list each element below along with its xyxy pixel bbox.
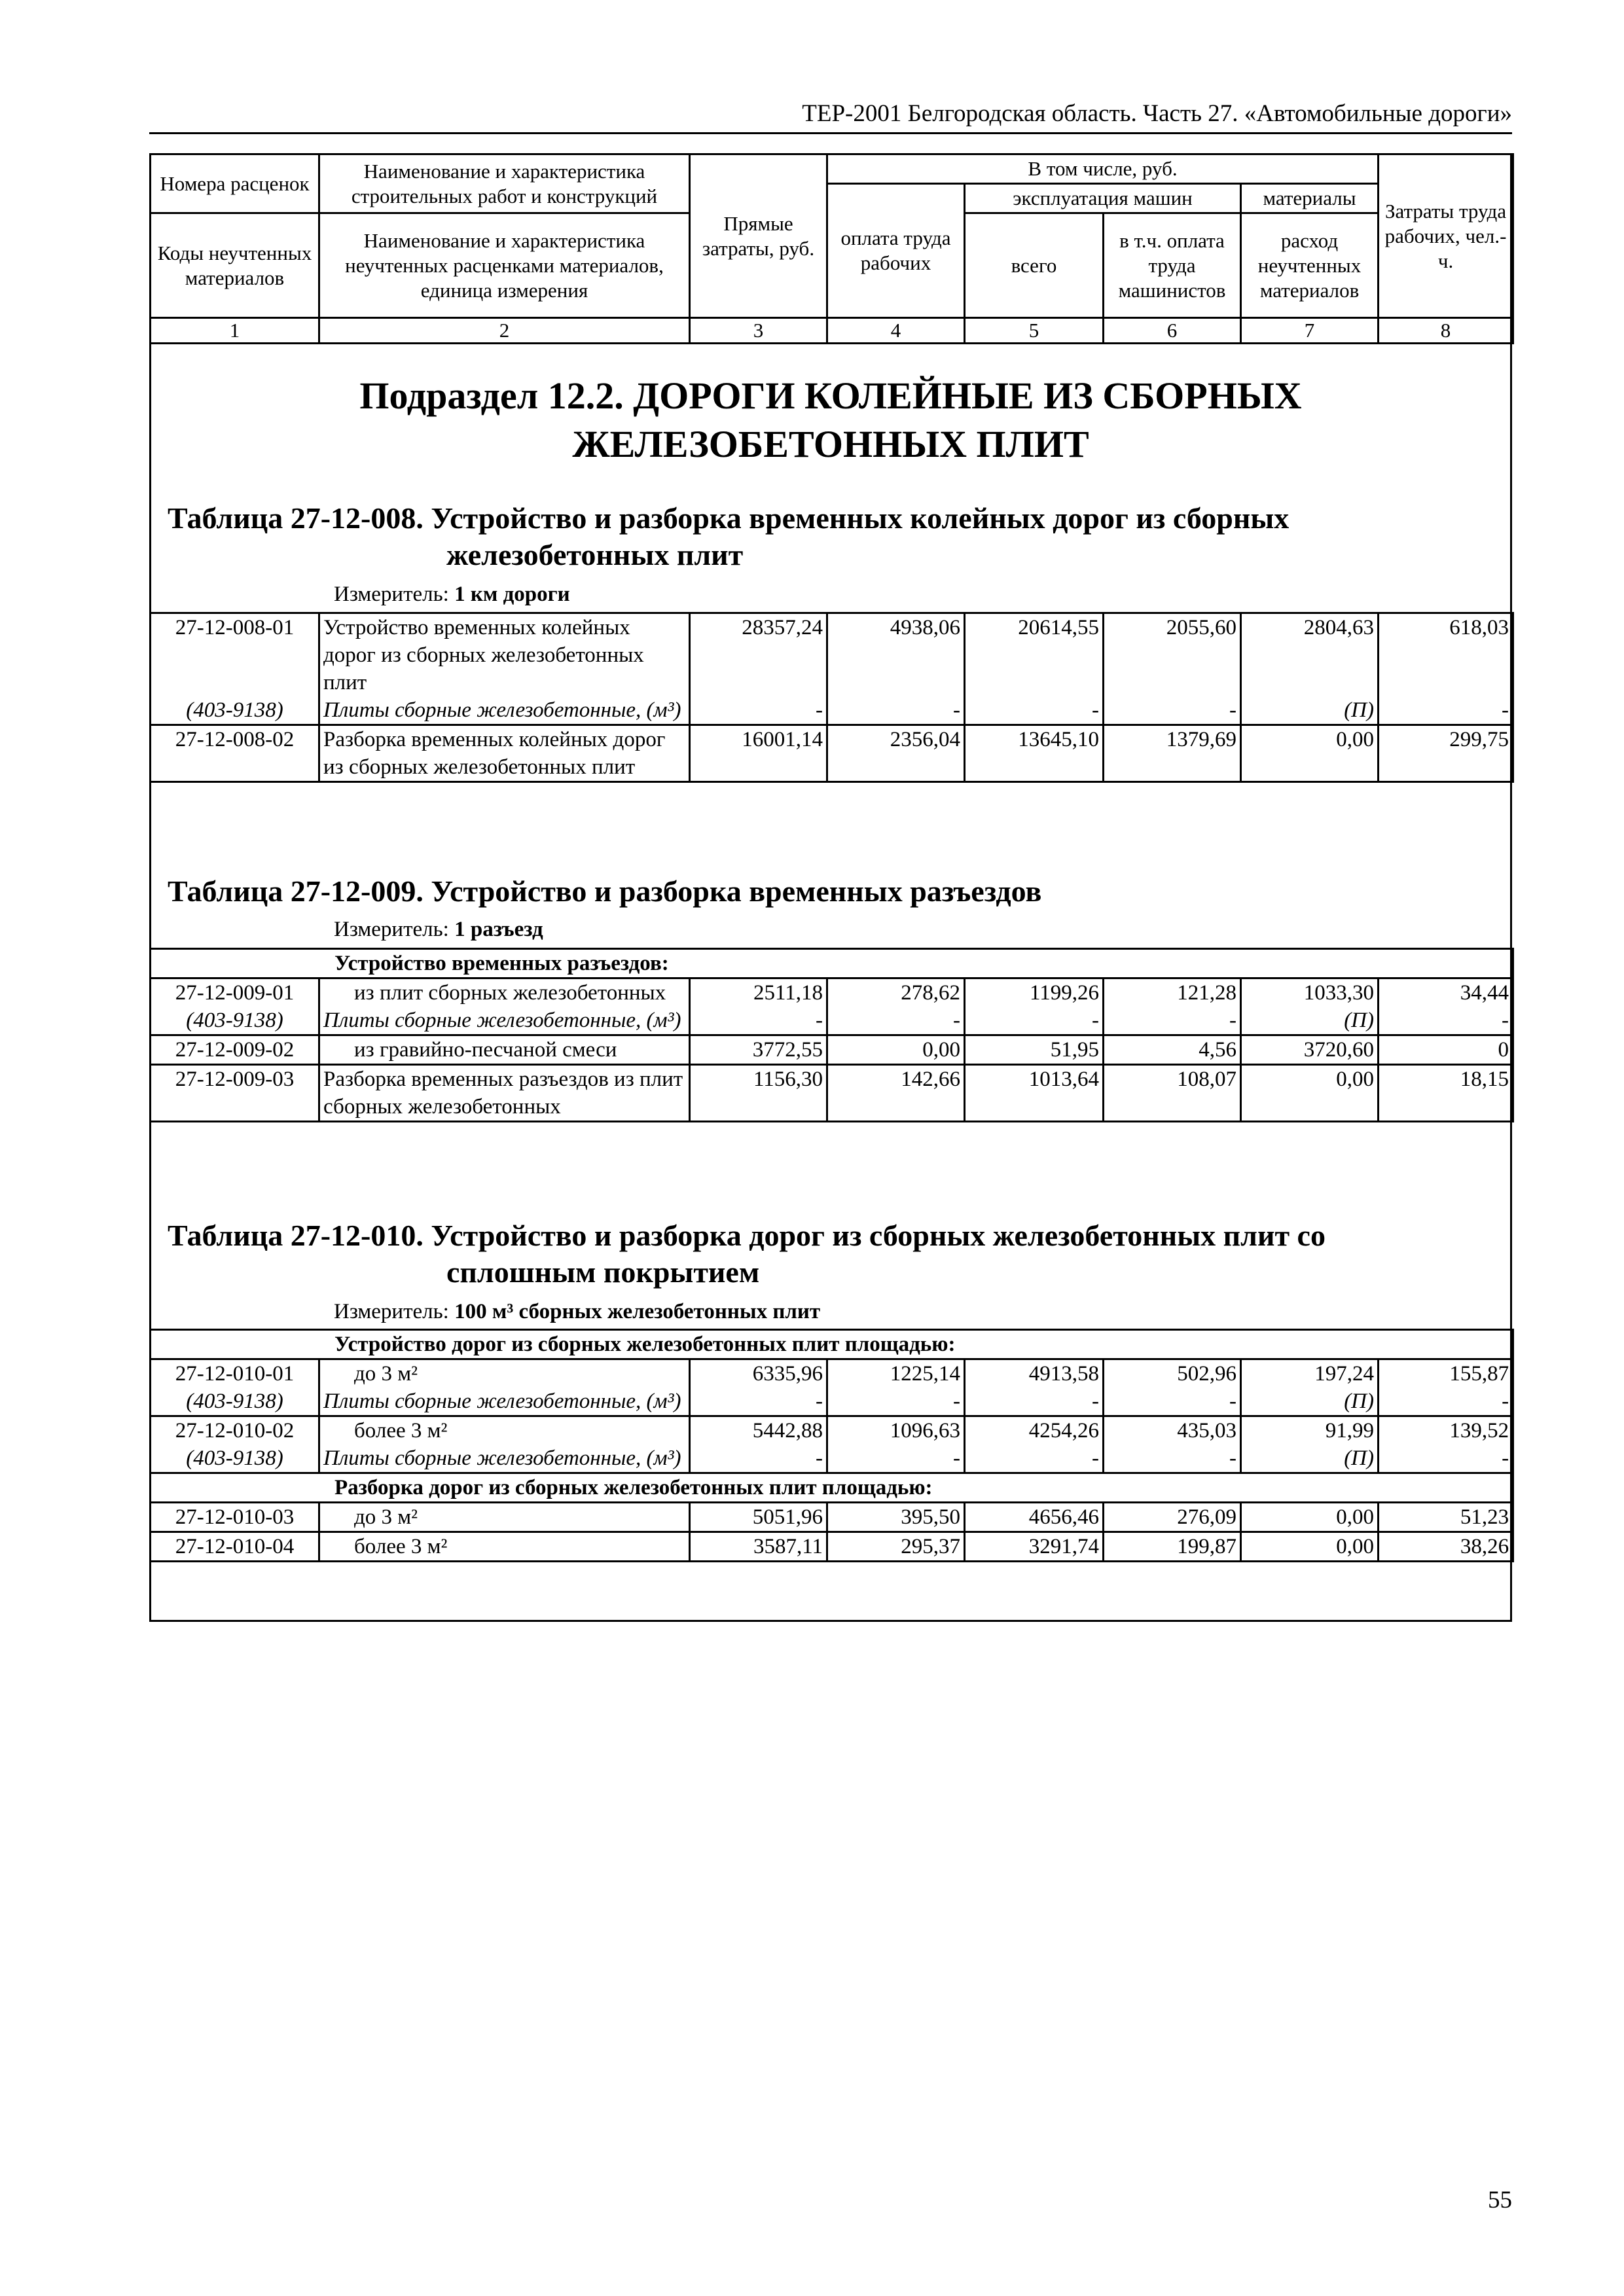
col-number: 6 (1104, 318, 1241, 344)
cell-labor-hours: 139,52 (1379, 1416, 1513, 1445)
cell-materials: (П) (1241, 1388, 1379, 1416)
cell-machines-total: 51,95 (965, 1035, 1104, 1065)
table-row (151, 725, 1513, 782)
cell-labor-pay: 1225,14 (827, 1359, 965, 1388)
cell-labor-hours: - (1379, 1007, 1513, 1035)
cell-labor-hours: 51,23 (1379, 1503, 1513, 1532)
subsection-title (149, 372, 1512, 469)
cell-labor-hours: 0 (1379, 1035, 1513, 1065)
cell-materials: 197,24 (1241, 1359, 1379, 1388)
cell-labor-hours: 38,26 (1379, 1532, 1513, 1562)
cell-labor-pay: - (827, 1388, 965, 1416)
cell-labor-hours: 34,44 (1379, 978, 1513, 1007)
table-row (151, 1065, 1513, 1122)
cell-labor-hours: 18,15 (1379, 1065, 1513, 1122)
cell-materials: 2804,63 (1241, 613, 1379, 697)
col-number: 7 (1241, 318, 1379, 344)
cell-machinists-pay: 2055,60 (1104, 613, 1241, 697)
cell-labor-pay: 1096,63 (827, 1416, 965, 1445)
cell-direct-cost: - (690, 696, 827, 725)
table-row (151, 1035, 1513, 1065)
cell-machines-total: - (965, 696, 1104, 725)
table-title-line: Таблица 27-12-008. Устройство и разборка временных колейных дорог из сборных (168, 501, 1290, 535)
table-title-line: Таблица 27-12-010. Устройство и разборка дорог из сборных железобетонных плит со (168, 1219, 1326, 1252)
cell-materials: 0,00 (1241, 1503, 1379, 1532)
cell-machines-total: 1013,64 (965, 1065, 1104, 1122)
table-row (151, 1444, 1513, 1473)
cell-materials: 0,00 (1241, 725, 1379, 782)
table-row (151, 1359, 1513, 1388)
data-table (149, 948, 1514, 1122)
cell-labor-hours: - (1379, 1388, 1513, 1416)
cell-labor-hours: - (1379, 696, 1513, 725)
running-header: ТЕР-2001 Белгородская область. Часть 27. «Автомобильные дороги» (149, 98, 1512, 134)
meter-label: Измеритель: (334, 918, 449, 941)
cell-materials: 91,99 (1241, 1416, 1379, 1445)
group-header-machines: эксплуатация машин (965, 184, 1241, 213)
cell-direct-cost: - (690, 1007, 827, 1035)
column-header-table (149, 153, 1514, 344)
cell-materials: 3720,60 (1241, 1035, 1379, 1065)
cell-machines-total: 4656,46 (965, 1503, 1104, 1532)
page-number: 55 (1488, 2187, 1512, 2214)
group-header-materials: материалы (1241, 184, 1379, 213)
row-code: 27-12-008-01 (151, 613, 319, 697)
row-name: Плиты сборные железобетонные, (м³) (319, 696, 690, 725)
cell-machines-total: 13645,10 (965, 725, 1104, 782)
cell-labor-pay: - (827, 1444, 965, 1473)
cell-labor-pay: 278,62 (827, 978, 965, 1007)
cell-materials: 0,00 (1241, 1065, 1379, 1122)
row-name: из плит сборных железобетонных (319, 978, 690, 1007)
col1-header-top: Номера расценок (151, 154, 319, 213)
row-name: из гравийно-песчаной смеси (319, 1035, 690, 1065)
cell-direct-cost: 16001,14 (690, 725, 827, 782)
row-name: до 3 м² (319, 1503, 690, 1532)
cell-machinists-pay: 108,07 (1104, 1065, 1241, 1122)
data-table (149, 612, 1514, 783)
cell-materials: 0,00 (1241, 1532, 1379, 1562)
table-title-line: сплошным покрытием (446, 1255, 760, 1289)
cell-machinists-pay: 121,28 (1104, 978, 1241, 1007)
cell-labor-pay: 4938,06 (827, 613, 965, 697)
row-name: Плиты сборные железобетонные, (м³) (319, 1388, 690, 1416)
row-name: более 3 м² (319, 1416, 690, 1445)
row-code: 27-12-009-03 (151, 1065, 319, 1122)
col1-header-bottom: Коды неучтенных материалов (151, 213, 319, 318)
cell-direct-cost: 3772,55 (690, 1035, 827, 1065)
cell-direct-cost: 5442,88 (690, 1416, 827, 1445)
group-label: Устройство временных разъездов: (151, 949, 1513, 978)
cell-machinists-pay: 502,96 (1104, 1359, 1241, 1388)
table-title (168, 873, 1503, 910)
group-label: Разборка дорог из сборных железобетонных плит площадью: (151, 1473, 1513, 1503)
row-code: 27-12-008-02 (151, 725, 319, 782)
subsection-title-line: ЖЕЛЕЗОБЕТОННЫХ ПЛИТ (572, 423, 1089, 465)
cell-machinists-pay: - (1104, 696, 1241, 725)
col6-header: в т.ч. оплата труда машинистов (1104, 213, 1241, 318)
col-number: 3 (690, 318, 827, 344)
table-row (151, 1416, 1513, 1445)
row-name: Разборка временных разъездов из плит сборных железобетонных (319, 1065, 690, 1122)
table-row (151, 696, 1513, 725)
cell-labor-pay: 2356,04 (827, 725, 965, 782)
cell-machinists-pay: 1379,69 (1104, 725, 1241, 782)
col4-header: оплата труда рабочих (827, 184, 965, 318)
row-code: 27-12-009-02 (151, 1035, 319, 1065)
row-code: 27-12-010-01 (151, 1359, 319, 1388)
cell-direct-cost: 1156,30 (690, 1065, 827, 1122)
group-row (151, 1330, 1513, 1359)
row-code: (403-9138) (151, 1444, 319, 1473)
row-name: Разборка временных колейных дорог из сборных железобетонных плит (319, 725, 690, 782)
row-code: 27-12-010-04 (151, 1532, 319, 1562)
meter-value: 100 м³ сборных железобетонных плит (454, 1300, 821, 1323)
row-code: (403-9138) (151, 1388, 319, 1416)
cell-labor-hours: 618,03 (1379, 613, 1513, 697)
cell-machinists-pay: 435,03 (1104, 1416, 1241, 1445)
col-number: 4 (827, 318, 965, 344)
col-number: 2 (319, 318, 690, 344)
col-number: 5 (965, 318, 1104, 344)
row-code: (403-9138) (151, 1007, 319, 1035)
group-header-incl: В том числе, руб. (827, 154, 1379, 184)
cell-machines-total: - (965, 1007, 1104, 1035)
cell-machines-total: - (965, 1388, 1104, 1416)
cell-machines-total: - (965, 1444, 1104, 1473)
cell-machinists-pay: 199,87 (1104, 1532, 1241, 1562)
cell-direct-cost: 3587,11 (690, 1532, 827, 1562)
cell-materials: 1033,30 (1241, 978, 1379, 1007)
row-name: до 3 м² (319, 1359, 690, 1388)
row-name: Плиты сборные железобетонные, (м³) (319, 1444, 690, 1473)
table-row (151, 1007, 1513, 1035)
cell-direct-cost: - (690, 1388, 827, 1416)
cell-labor-pay: - (827, 1007, 965, 1035)
table-row (151, 613, 1513, 697)
data-table (149, 1329, 1514, 1562)
meter-label: Измеритель: (334, 583, 449, 606)
cell-materials: (П) (1241, 1007, 1379, 1035)
meter (334, 916, 543, 942)
meter (334, 1299, 820, 1325)
meter (334, 581, 570, 607)
row-name: Устройство временных колейных дорог из сборных железобетонных плит (319, 613, 690, 697)
cell-direct-cost: 28357,24 (690, 613, 827, 697)
cell-machinists-pay: - (1104, 1388, 1241, 1416)
cell-machines-total: 20614,55 (965, 613, 1104, 697)
col2-header-top: Наименование и характеристика строительных работ и конструкций (319, 154, 690, 213)
table-row (151, 1532, 1513, 1562)
col8-header: Затраты труда рабочих, чел.-ч. (1379, 154, 1513, 318)
cell-machinists-pay: 276,09 (1104, 1503, 1241, 1532)
cell-machinists-pay: 4,56 (1104, 1035, 1241, 1065)
cell-materials: (П) (1241, 696, 1379, 725)
cell-machinists-pay: - (1104, 1444, 1241, 1473)
col-number: 8 (1379, 318, 1513, 344)
cell-labor-pay: 0,00 (827, 1035, 965, 1065)
row-name: Плиты сборные железобетонные, (м³) (319, 1007, 690, 1035)
group-row (151, 949, 1513, 978)
meter-value: 1 км дороги (454, 583, 570, 606)
row-code: 27-12-009-01 (151, 978, 319, 1007)
cell-labor-pay: - (827, 696, 965, 725)
col2-header-bottom: Наименование и характеристика неучтенных расценками материалов, единица измерения (319, 213, 690, 318)
cell-labor-pay: 142,66 (827, 1065, 965, 1122)
meter-value: 1 разъезд (454, 918, 543, 941)
cell-machines-total: 3291,74 (965, 1532, 1104, 1562)
group-label: Устройство дорог из сборных железобетонных плит площадью: (151, 1330, 1513, 1359)
col7-header: расход неучтенных материалов (1241, 213, 1379, 318)
cell-labor-hours: - (1379, 1444, 1513, 1473)
group-row (151, 1473, 1513, 1503)
table-row (151, 1503, 1513, 1532)
col-number: 1 (151, 318, 319, 344)
cell-direct-cost: 2511,18 (690, 978, 827, 1007)
cell-labor-pay: 395,50 (827, 1503, 965, 1532)
cell-direct-cost: 5051,96 (690, 1503, 827, 1532)
cell-machinists-pay: - (1104, 1007, 1241, 1035)
table-title-line: Таблица 27-12-009. Устройство и разборка временных разъездов (168, 874, 1042, 908)
meter-label: Измеритель: (334, 1300, 449, 1323)
cell-machines-total: 4913,58 (965, 1359, 1104, 1388)
table-row (151, 1388, 1513, 1416)
cell-machines-total: 4254,26 (965, 1416, 1104, 1445)
table-row (151, 978, 1513, 1007)
table-title (168, 1217, 1503, 1291)
cell-labor-hours: 299,75 (1379, 725, 1513, 782)
cell-direct-cost: 6335,96 (690, 1359, 827, 1388)
col3-header: Прямые затраты, руб. (690, 154, 827, 318)
col5-header: всего (965, 213, 1104, 318)
cell-labor-hours: 155,87 (1379, 1359, 1513, 1388)
table-title (168, 500, 1503, 573)
subsection-title-line: Подраздел 12.2. ДОРОГИ КОЛЕЙНЫЕ ИЗ СБОРНЫХ (359, 374, 1302, 417)
cell-machines-total: 1199,26 (965, 978, 1104, 1007)
row-code: 27-12-010-02 (151, 1416, 319, 1445)
cell-labor-pay: 295,37 (827, 1532, 965, 1562)
cell-materials: (П) (1241, 1444, 1379, 1473)
row-code: (403-9138) (151, 696, 319, 725)
row-name: более 3 м² (319, 1532, 690, 1562)
row-code: 27-12-010-03 (151, 1503, 319, 1532)
cell-direct-cost: - (690, 1444, 827, 1473)
table-title-line: железобетонных плит (446, 538, 744, 571)
